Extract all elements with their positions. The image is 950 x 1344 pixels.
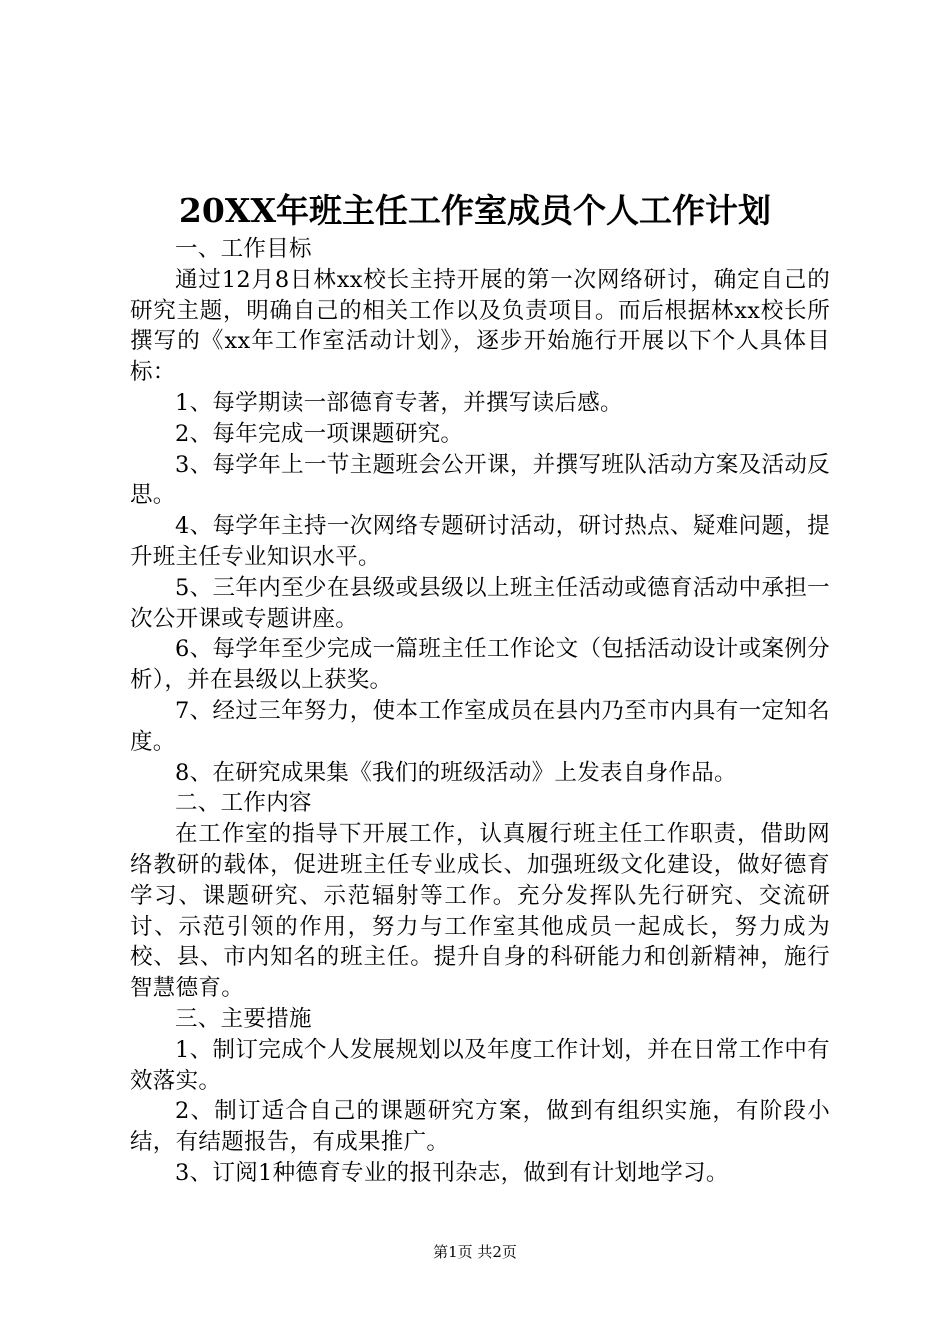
goal-item-4: 4、每学年主持一次网络专题研讨活动，研讨热点、疑难问题，提升班主任专业知识水平。	[130, 513, 830, 570]
goal-item-2: 2、每年完成一项课题研究。	[175, 420, 464, 447]
document-body	[130, 234, 830, 1189]
paragraph-intro: 通过12月8日林xx校长主持开展的第一次网络研讨，确定自己的研究主题，明确自己的相关工作以及负责项目。而后根据林xx校长所撰写的《xx年工作室活动计划》，逐步开始施行开展以下个人具体目标：	[130, 266, 830, 386]
section-heading-goals: 一、工作目标	[175, 236, 312, 262]
section-heading-content: 二、工作内容	[175, 790, 312, 817]
page-number-footer: 第1页 共2页	[433, 1243, 517, 1261]
measure-item-2: 2、制订适合自己的课题研究方案，做到有组织实施，有阶段小结，有结题报告，有成果推广。	[130, 1098, 830, 1156]
goal-item-1: 1、每学期读一部德育专著，并撰写读后感。	[175, 389, 623, 416]
goal-item-5: 5、三年内至少在县级或县级以上班主任活动或德育活动中承担一次公开课或专题讲座。	[130, 574, 830, 632]
document-title: 20XX年班主任工作室成员个人工作计划	[178, 191, 772, 230]
goal-item-8: 8、在研究成果集《我们的班级活动》上发表自身作品。	[175, 759, 737, 786]
goal-item-6: 6、每学年至少完成一篇班主任工作论文（包括活动设计或案例分析），并在县级以上获奖。	[130, 636, 830, 694]
measure-item-1: 1、制订完成个人发展规划以及年度工作计划，并在日常工作中有效落实。	[130, 1036, 830, 1094]
section-heading-measures: 三、主要措施	[175, 1005, 312, 1032]
paragraph-content: 在工作室的指导下开展工作，认真履行班主任工作职责，借助网络教研的载体，促进班主任专业成长、加强班级文化建设，做好德育学习、课题研究、示范辐射等工作。充分发挥队先行研究、交流研讨、示范引领的作用，努力与工作室其他成员一起成长，努力成为校、县、市内知名的班主任。提升自身的科研能力和创新精神，施行智慧德育。	[130, 821, 830, 1002]
goal-item-3: 3、每学年上一节主题班会公开课，并撰写班队活动方案及活动反思。	[130, 451, 830, 509]
measure-item-3: 3、订阅1种德育专业的报刊杂志，做到有计划地学习。	[175, 1159, 729, 1186]
goal-item-7: 7、经过三年努力，使本工作室成员在县内乃至市内具有一定知名度。	[130, 697, 830, 755]
